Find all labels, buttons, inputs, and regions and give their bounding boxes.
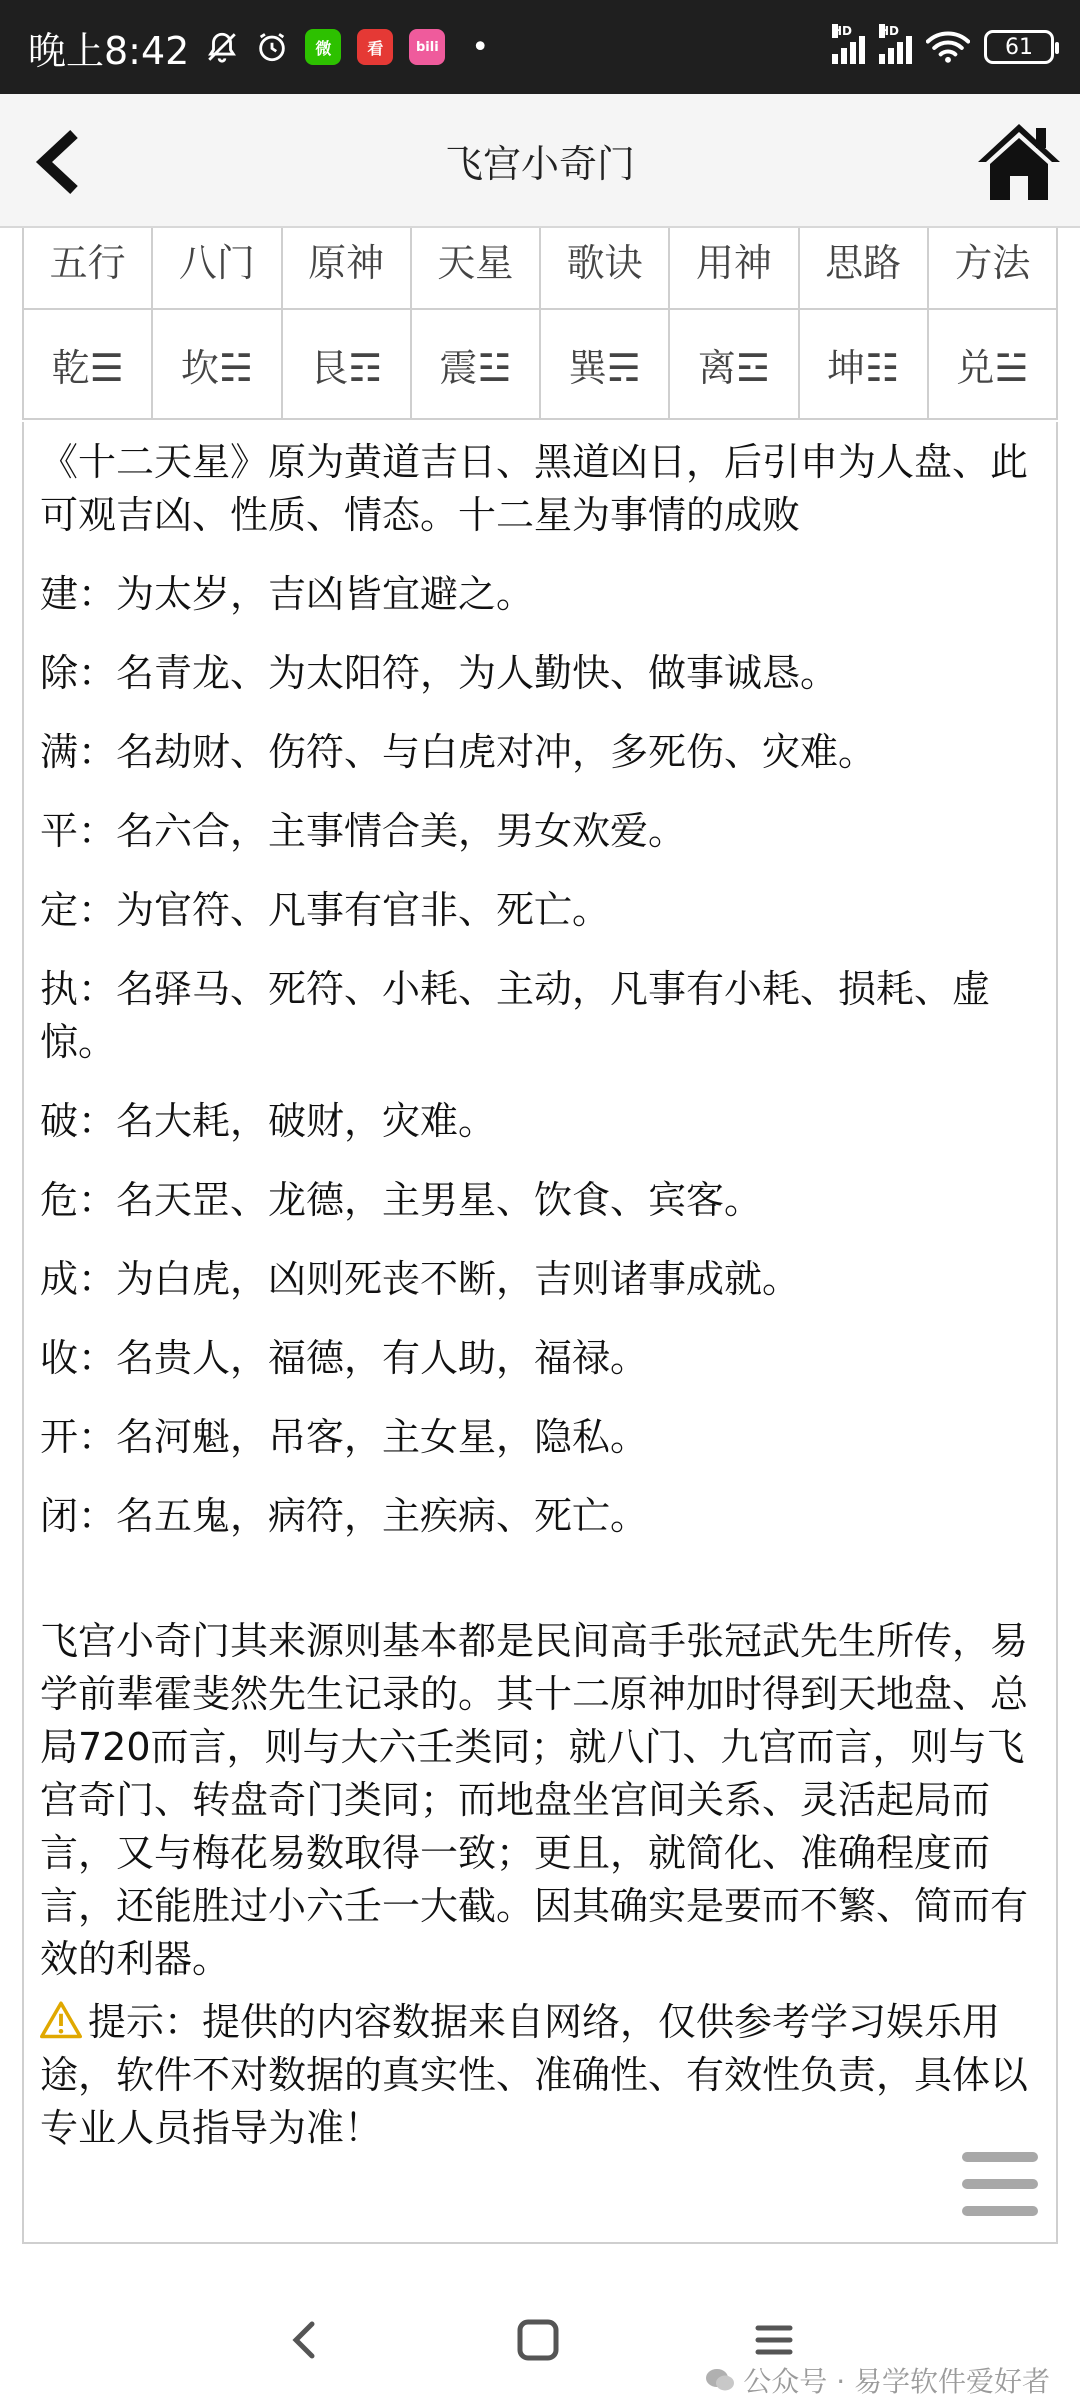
tab-silu[interactable]: 思路 (800, 228, 929, 308)
back-button[interactable] (22, 122, 102, 202)
star-entry-shou: 收：名贵人，福德，有人助，福禄。 (40, 1336, 649, 1380)
star-entry-ping: 平：名六合，主事情合美，男女欢爱。 (40, 809, 687, 853)
nav-home-icon (508, 2310, 568, 2370)
star-entry-ding: 定：为官符、凡事有官非、死亡。 (40, 888, 611, 932)
star-entry-kai: 开：名河魁，吊客，主女星，隐私。 (40, 1415, 649, 1459)
disclaimer-text: 提示：提供的内容数据来自网络，仅供参考学习娱乐用途，软件不对数据的真实性、准确性、有效性负责，具体以专业人员指导为准！ (40, 2000, 1029, 2150)
nav-back-icon (274, 2310, 334, 2370)
nav-back-button[interactable] (274, 2310, 334, 2370)
nav-home-button[interactable] (508, 2310, 568, 2370)
watermark (705, 2360, 1050, 2400)
tab-li[interactable]: 离☲ (670, 310, 799, 418)
tab-qian[interactable]: 乾☰ (24, 310, 153, 418)
tab-yuanshen[interactable]: 原神 (283, 228, 412, 308)
home-icon (974, 116, 1064, 206)
alarm-clock-icon (255, 30, 289, 64)
bilibili-app-icon: bili (409, 29, 445, 65)
tab-dui[interactable]: 兑☱ (929, 310, 1058, 418)
status-notification-icons (205, 29, 489, 65)
source-text: 飞宫小奇门其来源则基本都是民间高手张冠武先生所传，易学前辈霍斐然先生记录的。其十二原神加时得到天地盘、总局720而言，则与大六壬类同；就八门、九宫而言，则与飞宫奇门、转盘奇门类同；而地盘坐宫间关系、灵活起局而言，又与梅花易数取得一致；更且，就简化、准确程度而言，还能胜过小六壬一大截。因其确实是要而不繁、简而有效的利器。 (40, 1619, 1029, 1981)
wechat-watermark-icon (705, 2367, 735, 2393)
wifi-icon (926, 30, 970, 64)
bell-muted-icon (205, 30, 239, 64)
menu-row-trigrams (24, 310, 1058, 420)
floating-menu-button[interactable] (962, 2152, 1038, 2216)
star-entry-wei: 危：名天罡、龙德，主男星、饮食、宾客。 (40, 1178, 763, 1222)
star-entry-chu: 除：名青龙、为太阳符，为人勤快、做事诚恳。 (40, 651, 839, 695)
star-entry-man: 满：名劫财、伤符、与白虎对冲，多死伤、灾难。 (40, 730, 877, 774)
content-panel (22, 422, 1058, 2244)
star-entry-bi: 闭：名五鬼，病符，主疾病、死亡。 (40, 1494, 649, 1538)
tab-gen[interactable]: 艮☶ (283, 310, 412, 418)
more-notifications-dot: • (471, 29, 490, 65)
status-time: 晚上8:42 (28, 28, 190, 73)
tab-kan[interactable]: 坎☵ (153, 310, 282, 418)
tab-xun[interactable]: 巽☴ (541, 310, 670, 418)
signal-icon-1: HD (832, 30, 865, 64)
spacer (40, 1543, 1040, 1615)
status-bar (0, 0, 1080, 94)
signal-icon-2: HD (879, 30, 912, 64)
tab-kun[interactable]: 坤☷ (800, 310, 929, 418)
page-title: 飞宫小奇门 (444, 141, 635, 186)
status-system-icons (832, 0, 1054, 94)
star-entry-jian: 建：为太岁，吉凶皆宜避之。 (40, 572, 535, 616)
warning-icon (40, 1999, 82, 2039)
tab-tianxing[interactable]: 天星 (412, 228, 541, 308)
news-app-icon: 看 (357, 29, 393, 65)
tab-gejue[interactable]: 歌诀 (541, 228, 670, 308)
menu-row-topics (24, 228, 1058, 310)
intro-text: 《十二天星》原为黄道吉日、黑道凶日，后引申为人盘、此可观吉凶、性质、情态。十二星为事情的成败 (40, 440, 1029, 537)
home-button[interactable] (974, 116, 1064, 206)
watermark-text: 公众号 · 易学软件爱好者 (743, 2365, 1050, 2398)
tab-wuxing[interactable]: 五行 (24, 228, 153, 308)
tab-bamen[interactable]: 八门 (153, 228, 282, 308)
tab-yongshen[interactable]: 用神 (670, 228, 799, 308)
disclaimer (40, 1996, 1040, 2155)
menu-grid (22, 228, 1058, 420)
tab-zhen[interactable]: 震☳ (412, 310, 541, 418)
wechat-app-icon: 微 (305, 29, 341, 65)
star-entry-zhi: 执：名驿马、死符、小耗、主动，凡事有小耗、损耗、虚惊。 (40, 967, 991, 1064)
chevron-left-icon (22, 122, 102, 202)
battery-icon: 61 (984, 30, 1054, 64)
tab-fangfa[interactable]: 方法 (929, 228, 1058, 308)
star-entry-po: 破：名大耗，破财，灾难。 (40, 1099, 497, 1143)
app-header (0, 94, 1080, 228)
star-entry-cheng: 成：为白虎，凶则死丧不断，吉则诸事成就。 (40, 1257, 801, 1301)
